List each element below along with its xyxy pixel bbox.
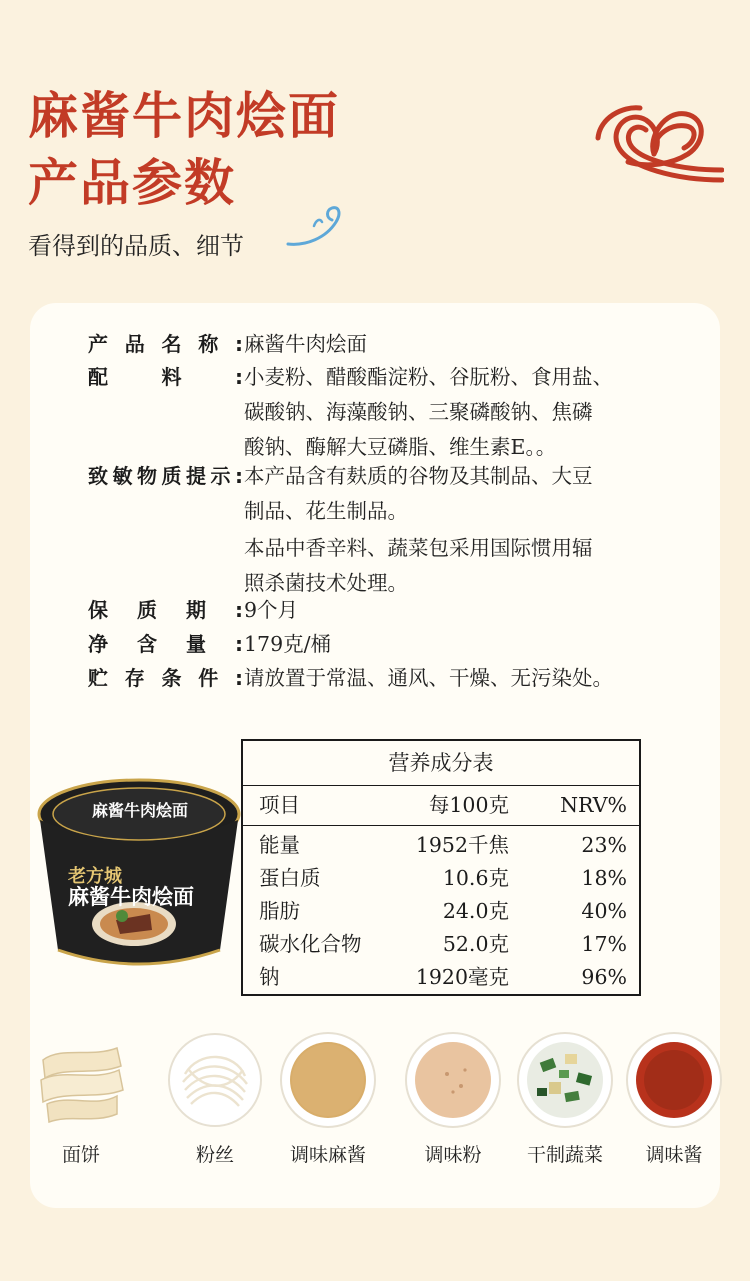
ingredient-label: 调味酱 <box>645 1144 703 1166</box>
param-label: 净 含 量 : <box>88 632 243 656</box>
param-label: 贮 存 条 件 : <box>88 666 243 690</box>
nutrition-table <box>241 739 641 996</box>
ingredient-label: 调味麻酱 <box>289 1144 366 1166</box>
ingredient-label: 面饼 <box>61 1144 100 1166</box>
ingredient-item <box>273 1030 383 1166</box>
ingredient-item <box>510 1030 620 1166</box>
header-per: 每100克 <box>428 793 509 817</box>
noodle-knot-icon <box>588 98 724 188</box>
param-value: 179克/桶 <box>244 632 332 656</box>
param-label: 配 料 : <box>88 365 243 389</box>
bowl-name-text: 麻酱牛肉烩面 <box>68 885 194 909</box>
ingredient-label: 粉丝 <box>195 1144 234 1166</box>
nutrition-row: 能量 1952千焦 23% <box>259 833 627 857</box>
dried-vegetables-icon <box>515 1030 615 1130</box>
swirl-icon <box>286 204 346 248</box>
param-value: 小麦粉、醋酸酯淀粉、谷朊粉、食用盐、 碳酸钠、海藻酸钠、三聚磷酸钠、焦磷 酸钠、酶解大豆磷脂、维生素E。。 <box>244 365 613 459</box>
ingredient-label: 干制蔬菜 <box>526 1144 603 1166</box>
ingredient-label: 调味粉 <box>424 1144 482 1166</box>
param-label: 产 品 名 称 : <box>88 332 243 356</box>
product-bowl-image <box>34 774 244 974</box>
page-title-line1: 麻酱牛肉烩面 <box>28 87 340 145</box>
param-value: 本产品含有麸质的谷物及其制品、大豆 制品、花生制品。 本品中香辛料、蔬菜包采用国际惯用辐 照杀菌技术处理。 <box>244 464 593 595</box>
nutrition-header-row <box>243 787 639 826</box>
bowl-rim-text: 麻酱牛肉烩面 <box>92 801 189 820</box>
param-value: 请放置于常温、通风、干燥、无污染处。 <box>244 666 613 690</box>
noodle-sheet-icon <box>31 1030 131 1130</box>
ingredient-item <box>619 1030 729 1166</box>
page-subtitle: 看得到的品质、细节 <box>28 232 244 260</box>
ingredient-item <box>398 1030 508 1166</box>
vermicelli-icon <box>165 1030 265 1130</box>
nutrition-row: 钠 1920毫克 96% <box>259 965 627 989</box>
ingredient-item <box>26 1030 136 1166</box>
nutrition-title: 营养成分表 <box>243 741 639 786</box>
param-value: 9个月 <box>244 598 299 622</box>
chili-sauce-icon <box>624 1030 724 1130</box>
nutrition-row: 脂肪 24.0克 40% <box>259 899 627 923</box>
param-label: 致 敏 物 质 提 示 : <box>88 464 243 488</box>
bowl-brand-text: 老方城 <box>68 866 122 887</box>
nutrition-row: 蛋白质 10.6克 18% <box>259 866 627 890</box>
ingredients-row <box>30 1030 720 1180</box>
nutrition-row: 碳水化合物 52.0克 17% <box>259 932 627 956</box>
sesame-paste-icon <box>278 1030 378 1130</box>
param-value: 麻酱牛肉烩面 <box>244 332 367 356</box>
seasoning-powder-icon <box>403 1030 503 1130</box>
header-item: 项目 <box>259 793 300 817</box>
page-title-line2: 产品参数 <box>28 154 236 212</box>
param-label: 保 质 期 : <box>88 598 243 622</box>
ingredient-item <box>160 1030 270 1166</box>
header-nrv: NRV% <box>560 793 627 817</box>
